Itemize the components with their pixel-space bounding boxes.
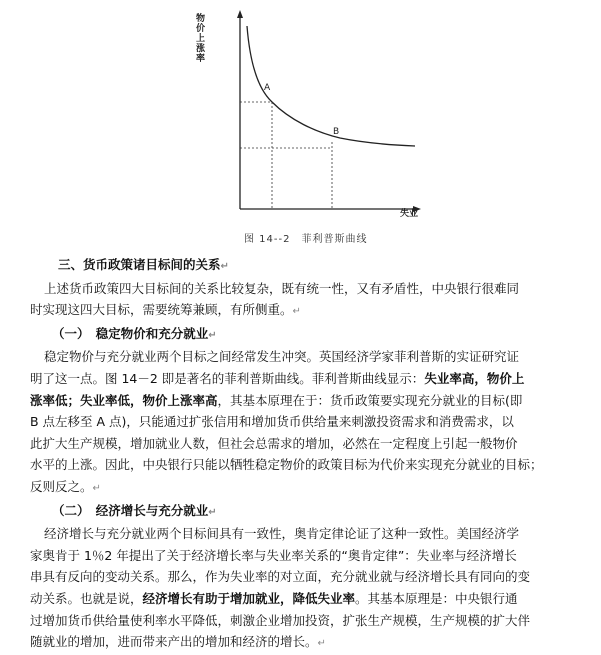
intro-line-2: 时实现这四大目标，需要统筹兼顾，有所侧重。↵: [30, 302, 301, 318]
p2-line-6: 随就业的增加，进而带来产出的增加和经济的增长。↵: [30, 634, 326, 650]
y-axis-arrow: [237, 10, 243, 18]
p1-line-3: 涨率低；失业率低，物价上涨率高，其基本原理在于：货币政策要实现充分就业的目标(即: [30, 392, 523, 408]
intro-line-1: 上述货币政策四大目标间的关系比较复杂，既有统一性，又有矛盾性，中央银行很难同: [44, 280, 520, 296]
p2-line-5: 过增加货币供给量使利率水平降低，刺激企业增加投资，扩张生产规模，生产规模的扩大伴: [30, 612, 531, 628]
document-body: [30, 254, 578, 655]
p1-line-2: 明了这一点。图 14－2 即是著名的菲利普斯曲线。菲利普斯曲线显示：失业率高，物价上: [30, 370, 525, 386]
subheading-1: （一） 稳定物价和充分就业↵: [52, 325, 217, 341]
p1-line-5: 此扩大生产规模，增加就业人数，但社会总需求的增加，必然在一定程度上引起一般物价: [30, 435, 518, 451]
p2-line-4: 动关系。也就是说，经济增长有助于增加就业，降低失业率。其基本原理是：中央银行通: [30, 590, 518, 606]
point-a-label: A: [264, 83, 271, 93]
phillips-curve-figure: [190, 4, 430, 249]
figure-caption: 图 14--2 菲利普斯曲线: [244, 234, 368, 245]
p2-line-2: 家奥肯于 1％2 年提出了关于经济增长率与失业率关系的“奥肯定律”：失业率与经济增长: [30, 547, 517, 563]
p1-line-1: 稳定物价与充分就业两个目标之间经常发生冲突。英国经济学家菲利普斯的实证研究证: [44, 349, 520, 365]
p2-line-3: 串具有反向的变动关系。那么，作为失业率的对立面，充分就业就与经济增长具有同向的变: [30, 569, 531, 585]
p2-line-1: 经济增长与充分就业两个目标间具有一致性，奥肯定律论证了这种一致性。美国经济学: [44, 526, 520, 542]
x-axis-label: 失业: [400, 209, 419, 219]
p1-line-4: B 点左移至 A 点)，只能通过扩张信用和增加货币供给量来刺激投资需求和消费需求，以: [30, 414, 514, 430]
point-b-label: B: [333, 127, 340, 137]
section-heading: 三、货币政策诸目标间的关系↵: [58, 257, 229, 272]
p1-line-7: 反则反之。↵: [30, 478, 101, 494]
p1-line-6: 水平的上涨。因此，中央银行只能以牺牲稳定物价的政策目标为代价来实现充分就业的目标；: [30, 457, 543, 473]
subheading-2: （二） 经济增长与充分就业↵: [52, 502, 217, 518]
phillips-curve-plot: [190, 4, 430, 229]
y-axis-label: 物价上涨率: [196, 14, 206, 64]
